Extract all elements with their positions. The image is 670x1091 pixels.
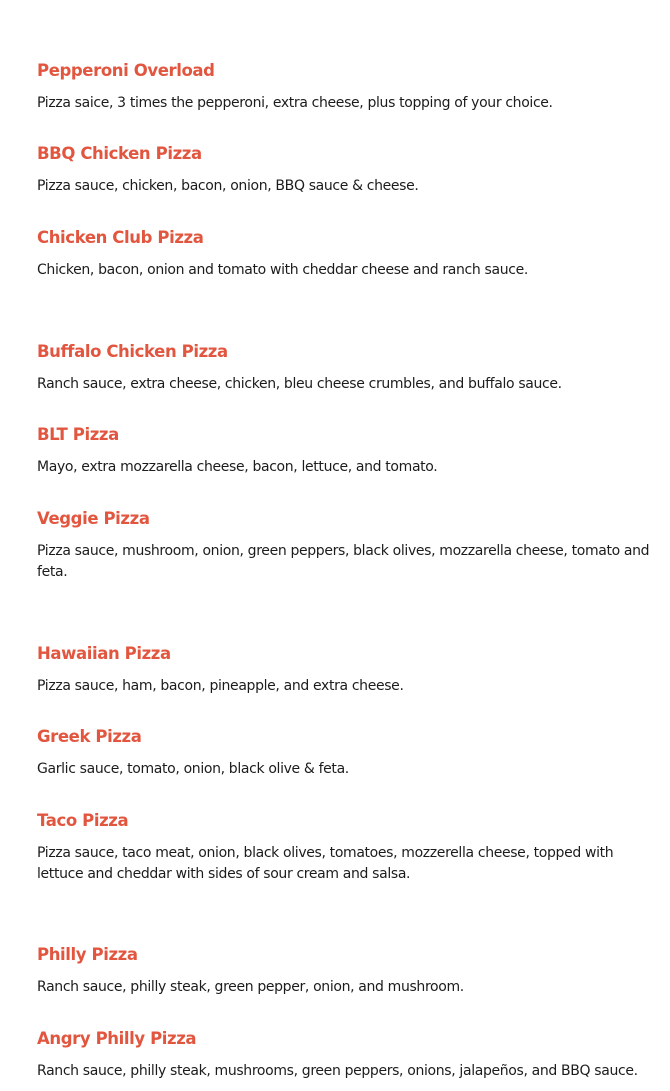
cut-off-heading-fragment [37, 0, 417, 4]
menu-item-veggie-pizza [37, 508, 657, 583]
menu-item-description: Ranch sauce, philly steak, mushrooms, green peppers, onions, jalapeños, and BBQ sauce. [37, 1063, 638, 1079]
menu-item-description: Pizza sauce, taco meat, onion, black olives, tomatoes, mozzerella cheese, topped with lettuce and cheddar with sides of sour cream and salsa. [37, 845, 614, 882]
menu-item-name: BLT Pizza [37, 425, 119, 444]
menu-item-description: Pizza sauce, ham, bacon, pineapple, and extra cheese. [37, 678, 404, 694]
menu-item-chicken-club-pizza [37, 227, 657, 281]
menu-item-name: Greek Pizza [37, 727, 142, 746]
menu-item-buffalo-chicken-pizza [37, 341, 657, 395]
menu-item-name: Taco Pizza [37, 811, 129, 830]
menu-item-name: Hawaiian Pizza [37, 644, 171, 663]
menu-item-name: Veggie Pizza [37, 509, 150, 528]
menu-item-description: Chicken, bacon, onion and tomato with cheddar cheese and ranch sauce. [37, 262, 528, 278]
menu-item-angry-philly-pizza [37, 1028, 657, 1082]
menu-item-bbq-chicken-pizza [37, 143, 657, 197]
menu-item-hawaiian-pizza [37, 643, 657, 697]
menu-item-description: Ranch sauce, philly steak, green pepper, onion, and mushroom. [37, 979, 464, 995]
menu-item-description: Mayo, extra mozzarella cheese, bacon, lettuce, and tomato. [37, 459, 438, 475]
menu-item-description: Pizza sauce, chicken, bacon, onion, BBQ sauce & cheese. [37, 178, 419, 194]
menu-item-philly-pizza [37, 944, 657, 998]
menu-item-name: Philly Pizza [37, 945, 138, 964]
menu-item-name: Pepperoni Overload [37, 61, 215, 80]
menu-item-taco-pizza [37, 810, 657, 885]
menu-item-description: Garlic sauce, tomato, onion, black olive & feta. [37, 761, 349, 777]
menu-item-pepperoni-overload [37, 60, 657, 114]
menu-item-description: Pizza sauce, mushroom, onion, green peppers, black olives, mozzarella cheese, tomato and feta. [37, 543, 650, 580]
menu-item-name: Chicken Club Pizza [37, 228, 204, 247]
menu-item-blt-pizza [37, 424, 657, 478]
menu-item-name: Buffalo Chicken Pizza [37, 342, 228, 361]
menu-item-description: Pizza saice, 3 times the pepperoni, extra cheese, plus topping of your choice. [37, 95, 553, 111]
menu-item-description: Ranch sauce, extra cheese, chicken, bleu cheese crumbles, and buffalo sauce. [37, 376, 562, 392]
menu-item-name: BBQ Chicken Pizza [37, 144, 202, 163]
menu-item-name: Angry Philly Pizza [37, 1029, 197, 1048]
menu-item-greek-pizza [37, 726, 657, 780]
